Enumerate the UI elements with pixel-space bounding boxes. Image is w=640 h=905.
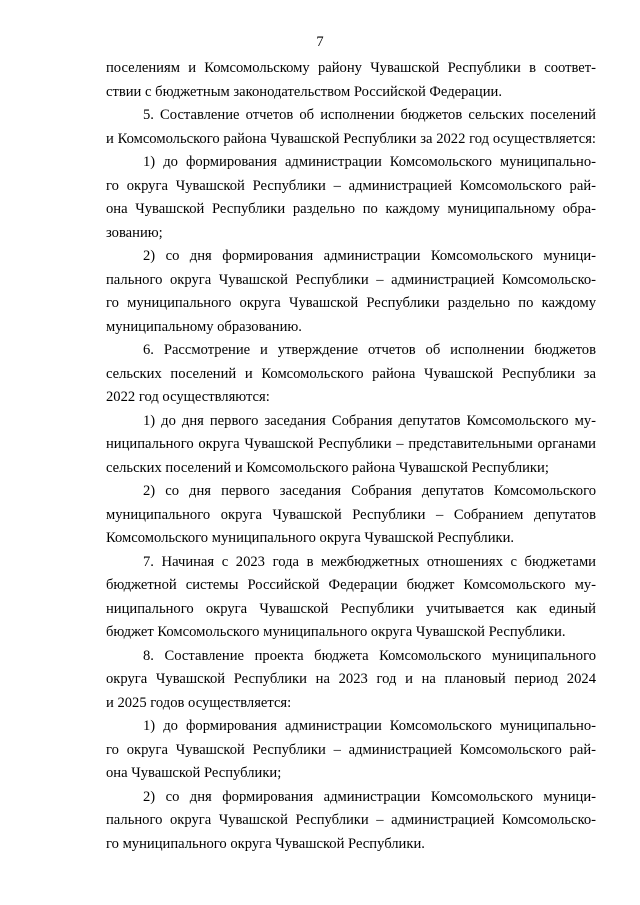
text-line: 7. Начиная с 2023 года в межбюджетных отношениях с бюджетами bbox=[143, 553, 596, 570]
text-line: округа Чувашской Республики на 2023 год и на плановый период 2024 bbox=[106, 671, 596, 687]
text-line: го муниципального округа Чувашской Республики раздельно по каждому bbox=[106, 295, 596, 311]
text-line: бюджетной системы Российской Федерации бюджет Комсомольского му- bbox=[106, 577, 596, 593]
text-line: 1) до формирования администрации Комсомольского муниципально- bbox=[143, 154, 596, 170]
text-line: 5. Составление отчетов об исполнении бюджетов сельских поселений bbox=[143, 107, 596, 123]
text-line: поселениям и Комсомольскому району Чувашской Республики в соответ- bbox=[106, 60, 596, 76]
text-line: 1) до дня первого заседания Собрания депутатов Комсомольского му- bbox=[143, 412, 596, 429]
page-number: 7 bbox=[316, 34, 324, 50]
text-line: и Комсомольского района Чувашской Республики за 2022 год осуществляется: bbox=[106, 130, 596, 147]
text-line: 6. Рассмотрение и утверждение отчетов об исполнении бюджетов bbox=[143, 342, 596, 358]
paragraph-item-5 bbox=[106, 104, 596, 151]
text-line: сельских поселений и Комсомольского района Чувашской Республики за bbox=[106, 365, 596, 382]
text-line: пального округа Чувашской Республики – администрацией Комсомольско- bbox=[106, 271, 596, 288]
text-line: 1) до формирования администрации Комсомольского муниципально- bbox=[143, 718, 596, 734]
paragraph-item-6-2 bbox=[106, 480, 596, 551]
text-line: пального округа Чувашской Республики – администрацией Комсомольско- bbox=[106, 812, 596, 828]
text-line: го округа Чувашской Республики – администрацией Комсомольского рай- bbox=[106, 177, 596, 194]
paragraph-item-6 bbox=[106, 339, 596, 410]
text-line: муниципальному образованию. bbox=[106, 318, 302, 335]
paragraph-item-6-1 bbox=[106, 410, 596, 481]
text-line: ствии с бюджетным законодательством Российской Федерации. bbox=[106, 83, 502, 100]
text-line: сельских поселений и Комсомольского района Чувашской Республики; bbox=[106, 459, 549, 476]
text-line: Комсомольского муниципального округа Чувашской Республики. bbox=[106, 530, 515, 546]
text-line: она Чувашской Республики; bbox=[106, 765, 282, 781]
text-line: и 2025 годов осуществляется: bbox=[106, 694, 292, 711]
text-line: бюджет Комсомольского муниципального округа Чувашской Республики. bbox=[106, 624, 566, 640]
text-line: зованию; bbox=[106, 224, 163, 241]
paragraph-item-8 bbox=[106, 645, 596, 716]
paragraph-item-5-1 bbox=[106, 151, 596, 245]
text-line: она Чувашской Республики раздельно по каждому муниципальному обра- bbox=[106, 201, 596, 217]
text-line: го муниципального округа Чувашской Республики. bbox=[106, 835, 425, 852]
paragraph-item-8-2 bbox=[106, 786, 596, 857]
paragraph-continuation bbox=[106, 57, 596, 104]
paragraph-item-8-1 bbox=[106, 715, 596, 786]
document-body bbox=[106, 57, 596, 856]
text-line: ниципального округа Чувашской Республики – представительными органами bbox=[106, 436, 596, 452]
text-line: ниципального округа Чувашской Республики учитывается как единый bbox=[106, 600, 596, 617]
text-line: го округа Чувашской Республики – администрацией Комсомольского рай- bbox=[106, 741, 596, 758]
text-line: 2) со дня формирования администрации Комсомольского муници- bbox=[143, 788, 596, 805]
paragraph-item-5-2 bbox=[106, 245, 596, 339]
text-line: 8. Составление проекта бюджета Комсомольского муниципального bbox=[143, 647, 596, 664]
text-line: муниципального округа Чувашской Республики – Собранием депутатов bbox=[106, 506, 596, 523]
paragraph-item-7 bbox=[106, 551, 596, 645]
text-line: 2022 год осуществляются: bbox=[106, 389, 270, 405]
text-line: 2) со дня формирования администрации Комсомольского муници- bbox=[143, 248, 596, 264]
text-line: 2) со дня первого заседания Собрания депутатов Комсомольского bbox=[143, 483, 596, 499]
